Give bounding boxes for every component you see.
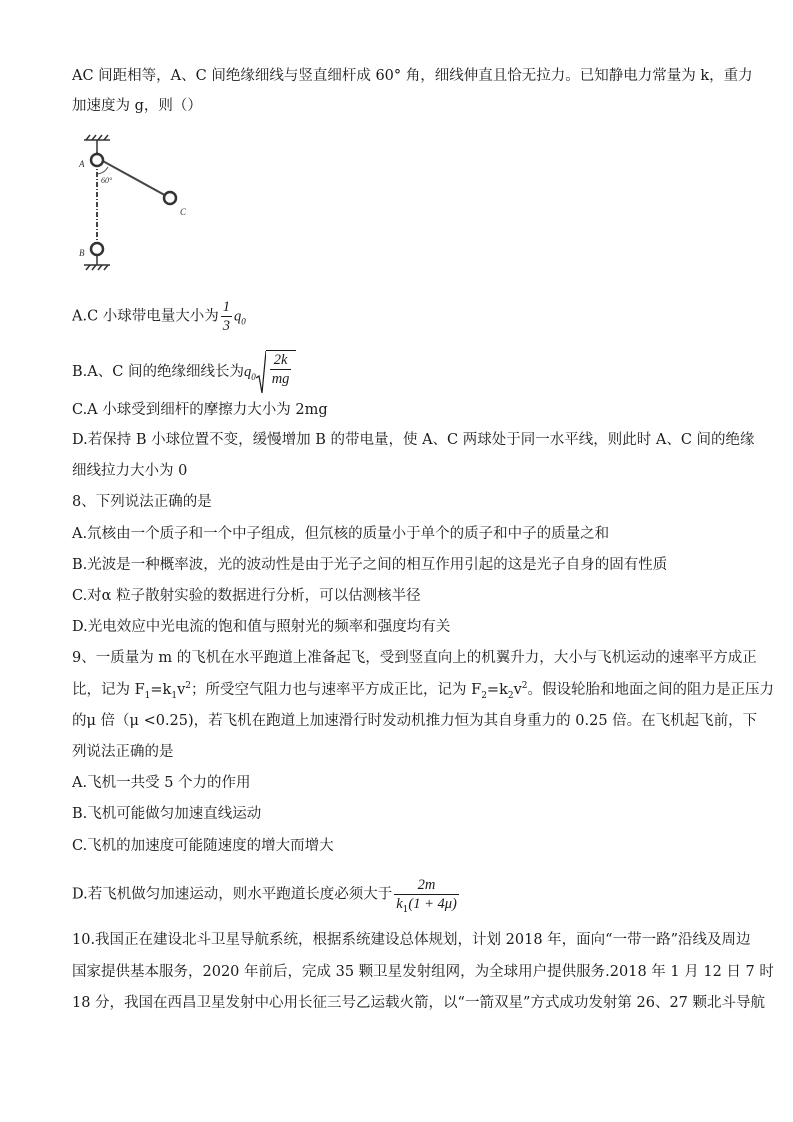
q7-figure [72,130,192,275]
angle-arc [97,167,108,174]
q10-stem-line-2: 国家提供基本服务，2020 年前后，完成 35 颗卫星发射组网，为全球用户提供服务.2018 年 1 月 12 日 7 时 [72,964,774,980]
ball-a [91,154,103,166]
q7-option-c: C.A 小球受到细杆的摩擦力大小为 2mg [72,402,328,418]
q8-option-d: D.光电效应中光电流的饱和值与照射光的频率和强度均有关 [72,619,451,635]
q7-option-a: A.C 小球带电量大小为 $\frac{1}{3}$ $q_0$ [72,299,246,334]
q9-stem-line-3: 的μ 倍（μ <0.25)，若飞机在跑道上加速滑行时发动机推力恒为其自身重力的 0.25 倍。在飞机起飞前，下 [72,713,758,729]
ceiling-support [84,135,110,152]
q10-stem-line-3: 18 分，我国在西昌卫星发射中心用长征三号乙运载火箭，以“一箭双星”方式成功发射第 26、27 颗北斗导航 [72,995,766,1011]
q8-option-c: C.对α 粒子散射实验的数据进行分析，可以估测核半径 [72,588,421,604]
q9-stem-line-4: 列说法正确的是 [72,744,174,760]
q8-option-a: A.氘核由一个质子和一个中子组成，但氘核的质量小于单个的质子和中子的质量之和 [72,526,610,542]
q7-option-b: B.A、C 间的绝缘细线长为$q_0$ $\frac{2k}{mg}$ [72,350,296,394]
q9-option-b: B.飞机可能做匀加速直线运动 [72,806,262,822]
ball-c [164,192,176,204]
fraction-one-third: $\frac{1}{3}$ [222,299,231,334]
q8-option-b: B.光波是一种概率波，光的波动性是由于光子之间的相互作用引起的这是光子自身的固有性质 [72,557,668,573]
floor-support [84,255,110,270]
q7-intro-line-2: 加速度为 g，则（） [72,98,202,114]
fraction-runway-length: $\frac{2m}{k_1(1 + 4\mu)}$ [396,877,457,915]
q9-option-a: A.飞机一共受 5 个力的作用 [72,775,251,791]
q9-option-d: D.若飞机做匀加速运动，则水平跑道长度必须大于 $\frac{2m}{k_1(1 + 4\mu)}$ [72,877,457,915]
q7-option-d-line-1: D.若保持 B 小球位置不变，缓慢增加 B 的带电量，使 A、C 两球处于同一水平线，则此时 A、C 间的绝缘 [72,432,755,448]
q10-stem-line-1: 10.我国正在建设北斗卫星导航系统，根据系统建设总体规划，计划 2018 年，面向“一带一路”沿线及周边 [72,932,751,948]
label-a: A [79,159,85,169]
square-root-expression: $\frac{2k}{mg}$ [256,350,297,394]
q9-stem-line-2: 比，记为 $F_1=k_1v^2$；所受空气阻力也与速率平方成正比，记为 $F_2=k_2v^2$。假设轮胎和地面之间的阻力是正压力 [72,681,775,701]
label-c: C [180,207,187,217]
label-b: B [79,248,85,258]
angle-label: 60° [101,176,113,185]
q9-option-c: C.飞机的加速度可能随速度的增大而增大 [72,838,334,854]
q7-intro-line-1: AC 间距相等，A、C 间绝缘细线与竖直细杆成 60° 角，细线伸直且恰无拉力。已知静电力常量为 k，重力 [72,68,753,84]
ball-b [91,243,103,255]
q8-stem: 8、下列说法正确的是 [72,494,212,510]
q9-stem-line-1: 9、一质量为 m 的飞机在水平跑道上准备起飞，受到竖直向上的机翼升力，大小与飞机运动的速率平方成正 [72,650,757,666]
q7-option-d-line-2: 细线拉力大小为 0 [72,463,188,479]
